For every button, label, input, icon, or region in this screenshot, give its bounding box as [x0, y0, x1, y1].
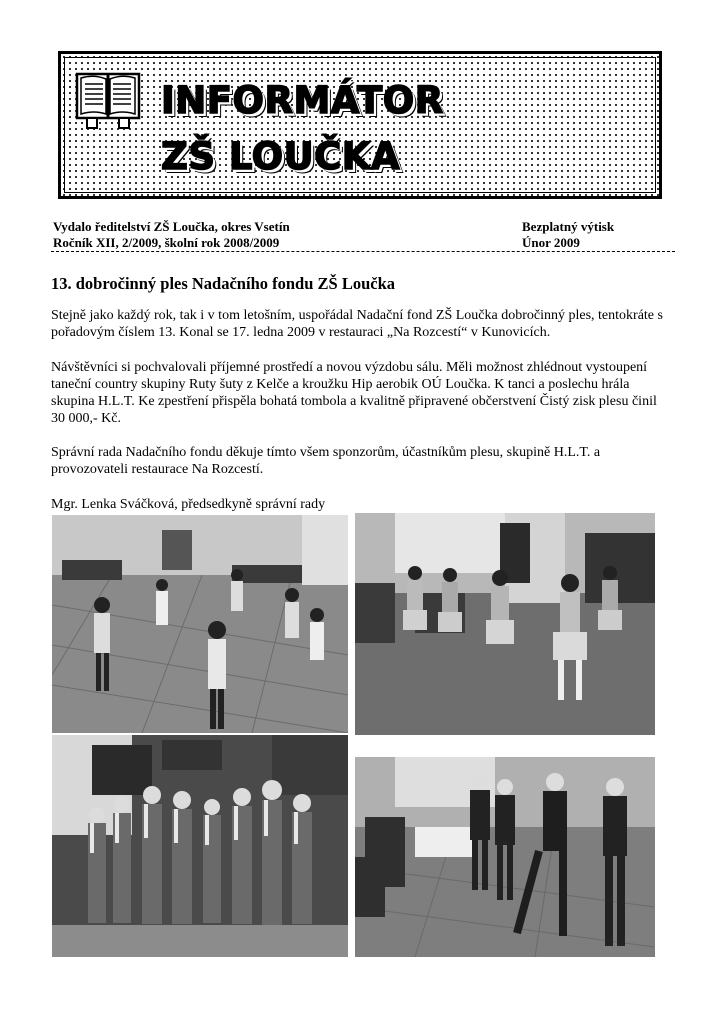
open-book-icon — [75, 68, 141, 130]
masthead — [58, 51, 662, 199]
photo-aerobik-group — [52, 735, 348, 957]
masthead-title-line2: ZŠ LOUČKA — [161, 135, 401, 178]
photo-country-dance-line — [355, 513, 655, 735]
article-headline: 13. dobročinný ples Nadačního fondu ZŠ Loučka — [51, 274, 396, 293]
article-signature: Mgr. Lenka Sváčková, předsedkyně správní rady — [51, 497, 326, 512]
article-paragraph-1: Stejně jako každý rok, tak i v tom letošním, uspořádal Nadační fond ZŠ Loučka dobročinný ples, tentokráte s pořadovým číslem 13. Konal se 17. ledna 2009 v restauraci „Na Rozcestí“ v Kunovicích. — [51, 308, 663, 340]
photo-country-dance-circle — [52, 515, 348, 733]
photo-aerobik-dance-floor — [355, 757, 655, 957]
article-paragraph-3: Správní rada Nadačního fondu děkuje tímto všem sponzorům, účastníkům plesu, skupině H.L.T. a provozovateli restaurace Na Rozcestí. — [51, 445, 601, 477]
header-divider — [51, 251, 675, 252]
publisher-line: Vydalo ředitelství ZŠ Loučka, okres Vsetín — [53, 219, 290, 234]
copy-note: Bezplatný výtisk — [522, 219, 615, 234]
article-paragraph-2: Návštěvníci si pochvalovali příjemné prostředí a novou výzdobu sálu. Měli možnost zhlédnout vystoupení taneční country skupiny Ruty šuty z Kelče a kroužku Hip aerobik OÚ Loučka. K tanci a poslechu hrála skupina H.L.T. Ke zpestření přispěla bohatá tombola a kvalitně připravené občerstvení Čistý zisk plesu činil 30 000,- Kč. — [51, 360, 657, 426]
masthead-title-line1: INFORMÁTOR — [161, 79, 444, 122]
volume-line: Ročník XII, 2/2009, školní rok 2008/2009 — [53, 235, 280, 250]
issue-month: Únor 2009 — [522, 235, 580, 250]
